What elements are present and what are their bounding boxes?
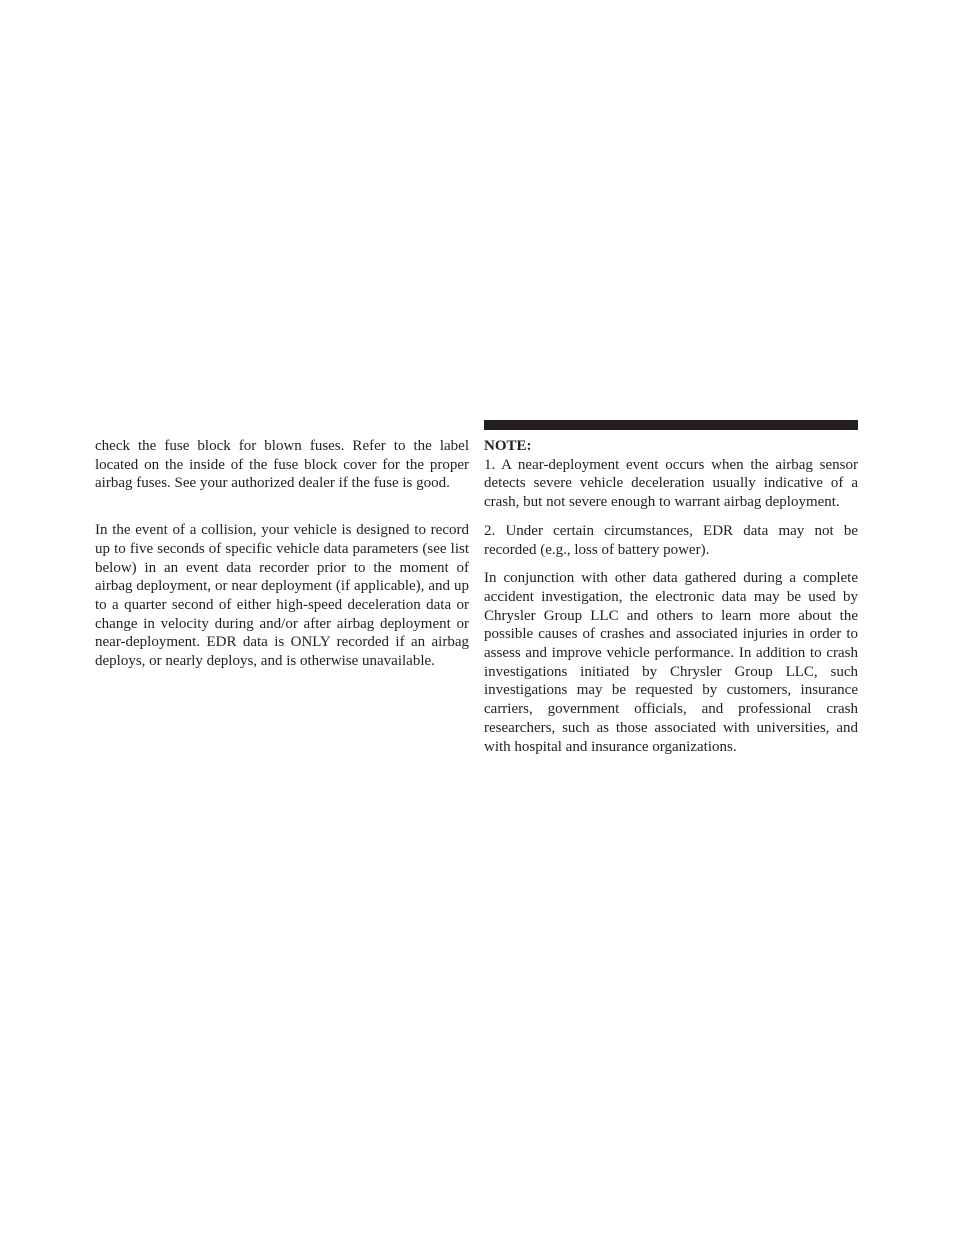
note-heading: NOTE:: [484, 438, 532, 454]
investigation-paragraph: In conjunction with other data gathered during a complete accident investigation, the electronic data may be used by Chrysler Group LLC and others to learn more about the possible causes of crashes and associated injuries in order to assess and improve vehicle performance. In addition to crash investigations initiated by Chrysler Group LLC, such investigations may be requested by customers, insurance carriers, government officials, and professional crash researchers, such as those associated with universities, and with hospital and insurance organizations.: [484, 570, 858, 755]
edr-intro-paragraph: In the event of a collision, your vehicle is designed to record up to five seconds of specific vehicle data parameters (see list below) in an event data recorder prior to the moment of airbag deployment, or near deployment (if applicable), and up to a quarter second of either high-speed deceleration data or change in velocity during and/or after airbag deployment or near-deployment. EDR data is ONLY recorded if an airbag deploys, or nearly deploys, and is otherwise unavailable.: [95, 522, 469, 670]
section-header-bar: [484, 420, 858, 430]
note-item-1: 1. A near-deployment event occurs when the airbag sensor detects severe vehicle deceleration usually indicative of a crash, but not severe enough to warrant airbag deployment.: [484, 456, 858, 511]
left-text-column: [95, 437, 469, 671]
note-item-2: 2. Under certain circumstances, EDR data may not be recorded (e.g., loss of battery power).: [484, 522, 858, 558]
fuse-check-paragraph: check the fuse block for blown fuses. Refer to the label located on the inside of the fuse block cover for the proper airbag fuses. See your authorized dealer if the fuse is good.: [95, 438, 469, 492]
right-text-column: [484, 437, 858, 756]
